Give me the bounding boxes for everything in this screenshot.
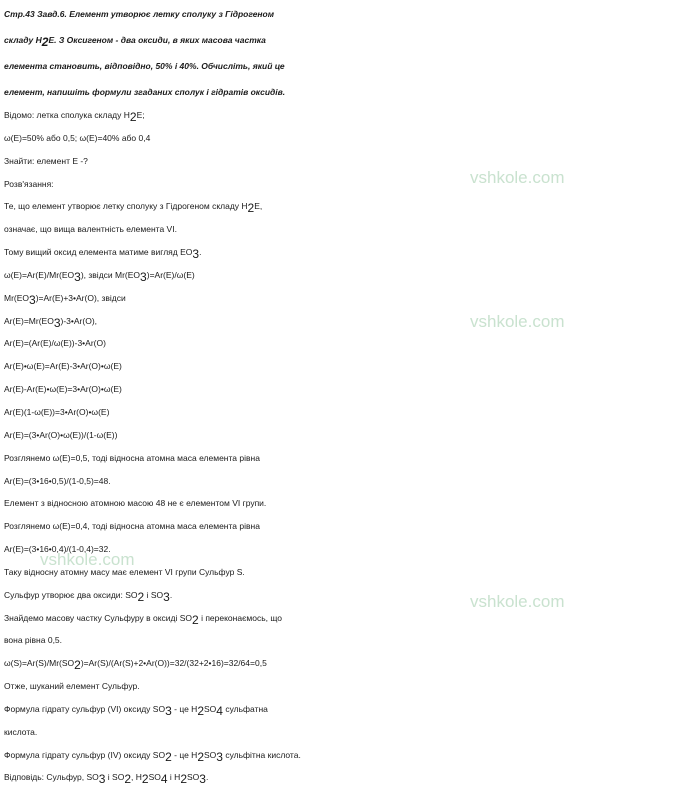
watermark: vshkole.com [470,168,565,187]
title-line: елемента становить, відповідно, 50% і 40%. Обчисліть, який це [4,61,285,71]
body-line: Знайдемо масову частку Сульфуру в оксиді $SO_2$ і переконаємось, що [4,612,283,627]
document-page [4,2,680,789]
solution-body [4,104,680,789]
body-line: Відомо: летка сполука складу $H_2E$; [4,110,145,124]
title-line: складу $H_2E$. З Оксигеном - два оксиди, в яких масова частка [4,35,266,49]
body-line: Розв'язання: [4,178,54,189]
body-line: $\omega(S)=Ar(S)/Mr(SO_2)=Ar(S)/(Ar(S)+2•Ar(O))=32/(32+2•16)=32/64=0,5$ [4,658,267,673]
watermark: vshkole.com [470,592,565,611]
body-line: Сульфур утворює два оксиди: $SO_2$ і $SO_3$. [4,589,173,604]
body-line: Таку відносну атомну масу має елемент VI групи Сульфур S. [4,566,245,577]
body-line: кислота. [4,726,38,737]
body-line: Ar(E)•ω(E)=Ar(E)-3•Ar(O)•ω(E) [4,361,122,372]
body-line: Ar(E)=(3•Ar(O)•ω(E))/(1-ω(E)) [4,429,118,440]
body-line: Відповідь: Сульфур, $SO_3$ і $SO_2$, $H_2SO_4$ і $H_2SO_3$. [4,772,209,787]
body-line: Ar(E)(1-ω(E))=3•Ar(O)•ω(E) [4,406,110,417]
title-line: елемент, напишіть формули згаданих сполук і гідратів оксидів. [4,87,286,97]
title-line: Стр.43 Завд.6. Елемент утворює летку сполуку з Гідрогеном [4,9,275,19]
body-line: означає, що вища валентність елемента VI. [4,224,177,235]
body-line: $\omega(E)=Ar(E)/Mr(EO_3)$, звідси $Mr(EO_3)=Ar(E)/\omega(E)$ [4,269,195,284]
body-line: Знайти: елемент Е -? [4,155,88,166]
watermark: vshkole.com [470,312,565,331]
body-line: Ar(E)=(3•16•0,4)/(1-0,4)=32. [4,544,111,555]
body-line: $Ar(E)=Mr(EO_3)-3•Ar(O)$, [4,315,98,330]
body-line: Розглянемо ω(E)=0,5, тоді відносна атомна маса елемента рівна [4,452,260,463]
body-line: Те, що елемент утворює летку сполуку з Гідрогеном складу $H_2E$, [4,201,263,216]
body-line: вона рівна 0,5. [4,635,63,646]
body-line: Ar(E)=(Ar(E)/ω(E))-3•Ar(O) [4,338,106,349]
body-line: Ar(E)=(3•16•0,5)/(1-0,5)=48. [4,475,111,486]
body-line: Ar(E)-Ar(E)•ω(E)=3•Ar(O)•ω(E) [4,384,122,395]
body-line: Тому вищий оксид елемента матиме вигляд $EO_3$. [4,247,202,262]
body-line: $Mr(EO_3)=Ar(E)+3•Ar(O)$, звідси [4,292,126,307]
body-line: Елемент з відносною атомною масою 48 не є елементом VI групи. [4,498,267,509]
body-line: ω(E)=50% або 0,5; ω(E)=40% або 0,4 [4,132,151,143]
watermark: vshkole.com [40,550,135,569]
body-line: Отже, шуканий елемент Сульфур. [4,681,140,692]
body-line: Формула гідрату сульфур (IV) оксиду $SO_2$ - це $H_2SO_3$ сульфітна кислота. [4,749,301,764]
body-line: Формула гідрату сульфур (VI) оксиду $SO_3$ - це $H_2SO_4$ сульфатна [4,703,268,718]
body-line: Розглянемо ω(E)=0,4, тоді відносна атомна маса елемента рівна [4,521,260,532]
task-title [4,2,680,104]
